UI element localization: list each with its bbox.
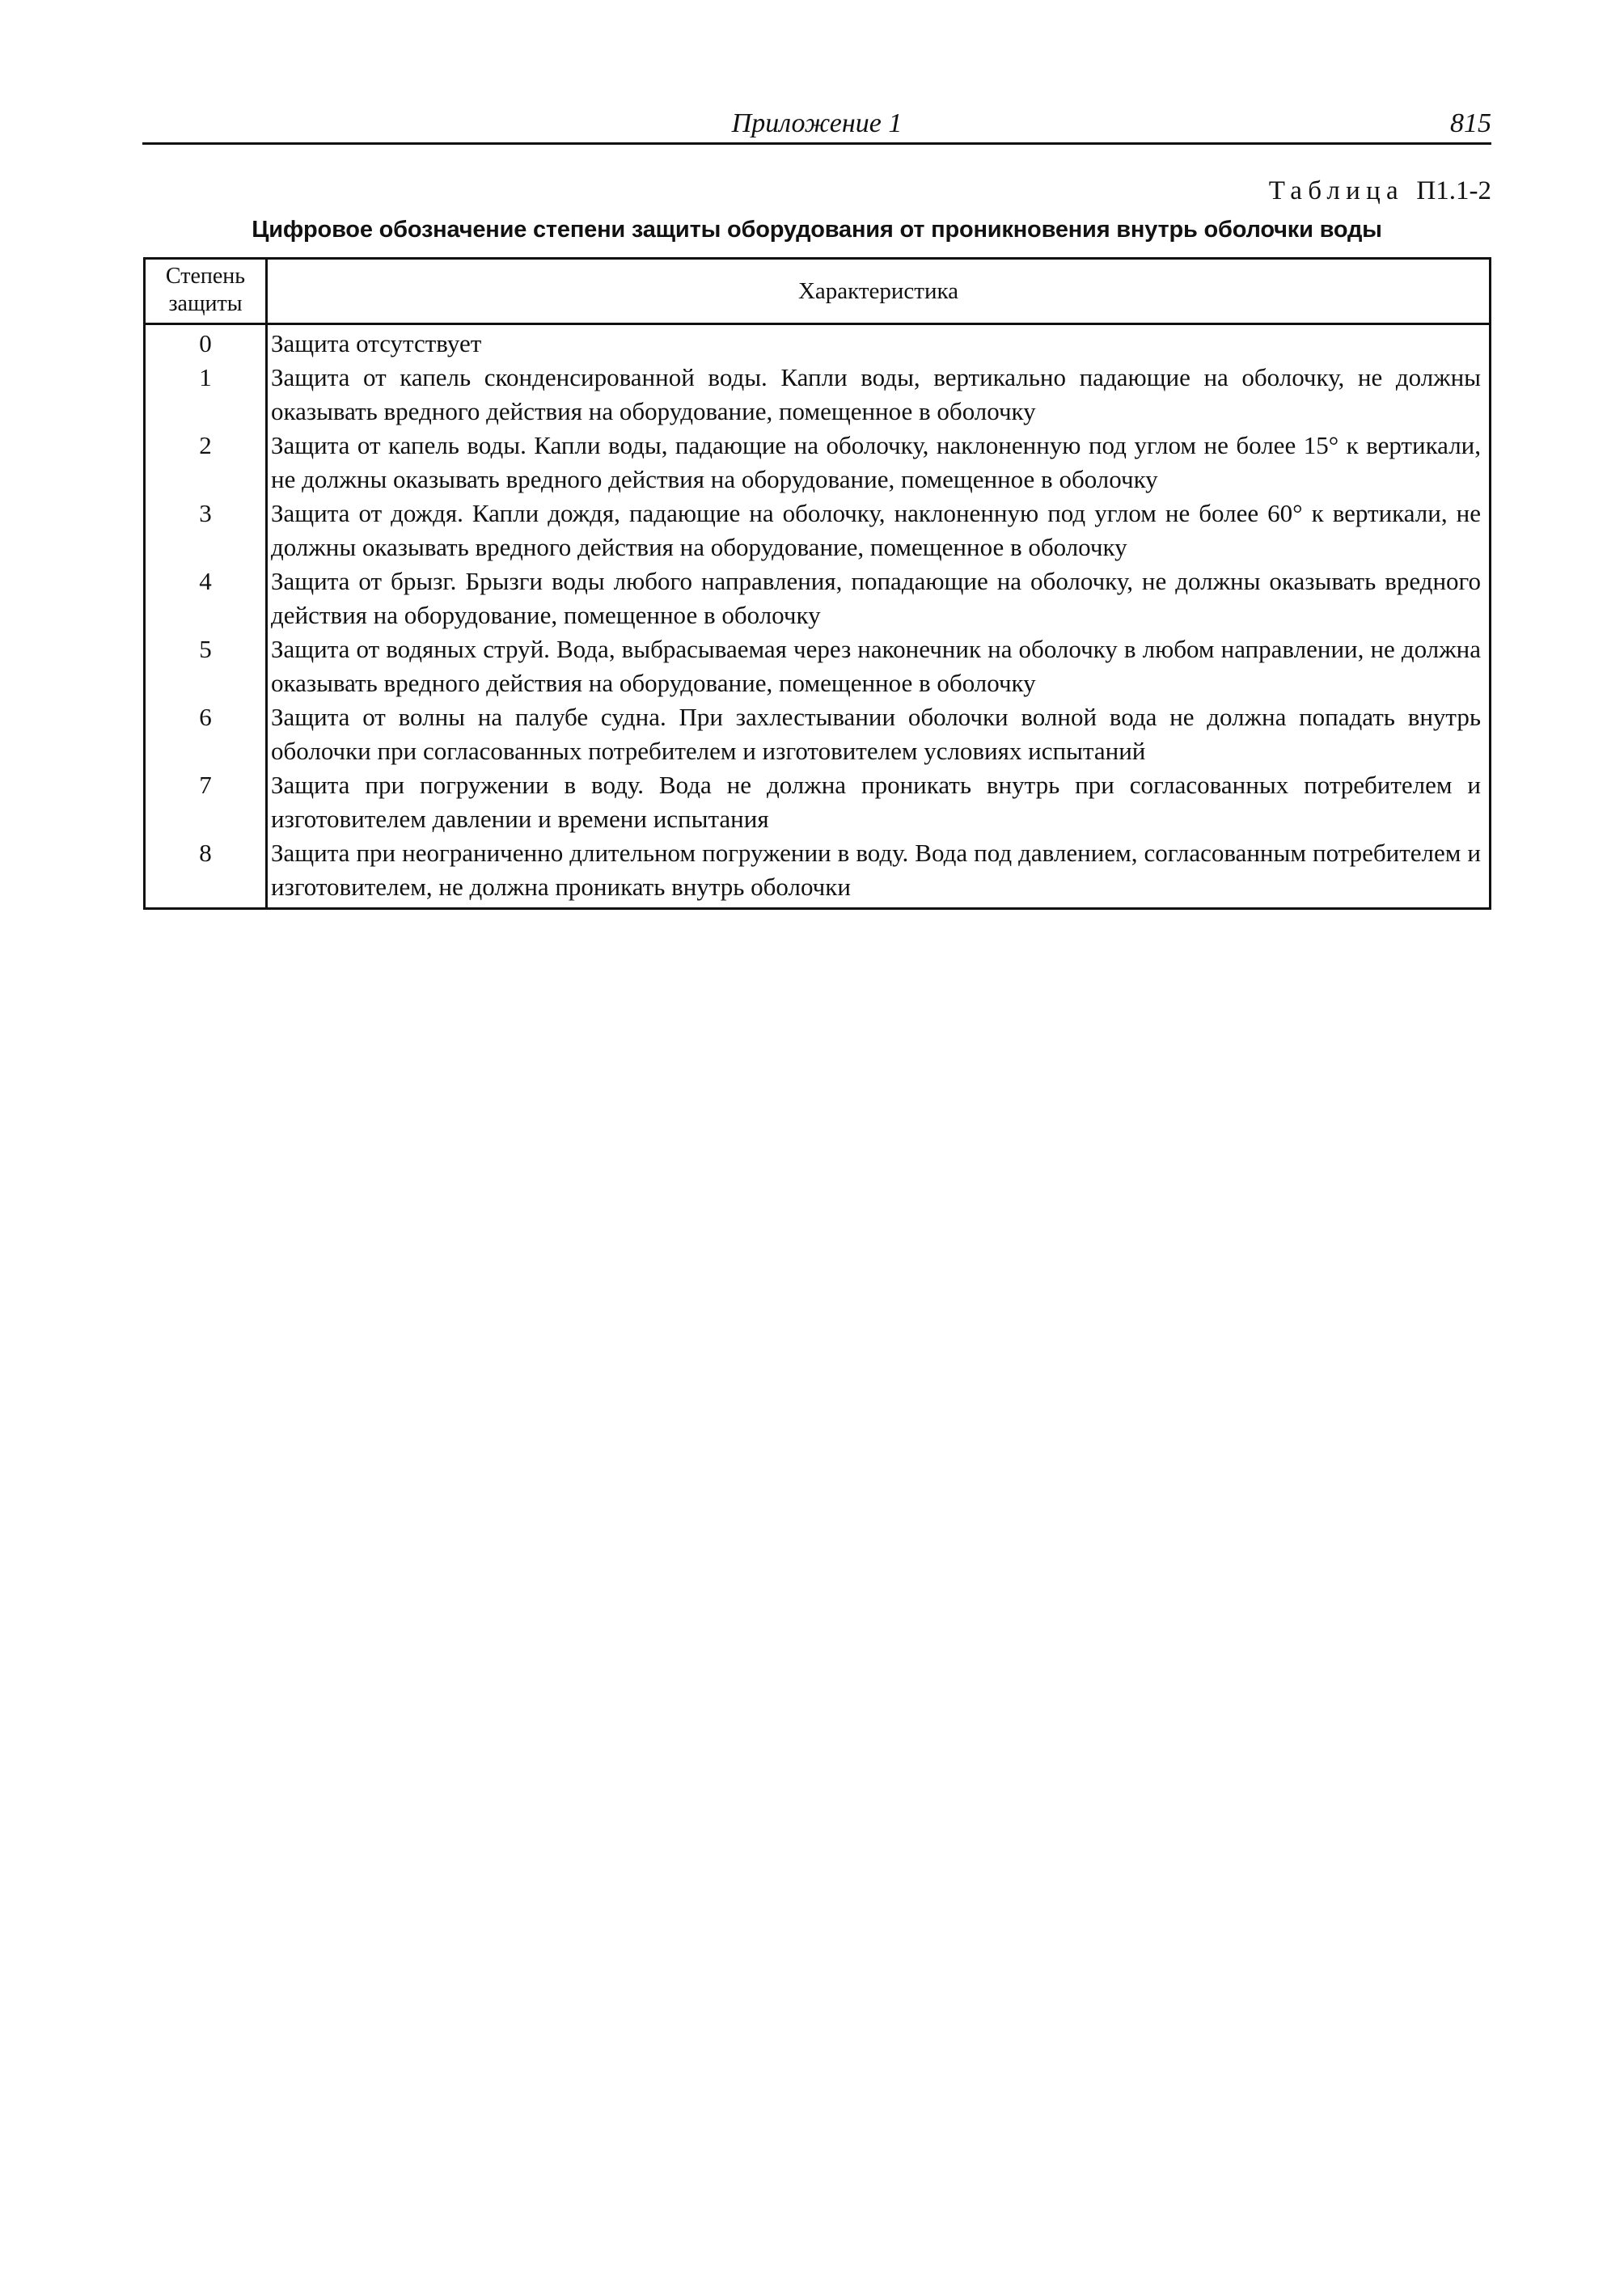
table-row bbox=[145, 700, 1491, 768]
table-label-word: Таблица bbox=[1268, 176, 1404, 205]
cell-degree: 1 bbox=[145, 361, 267, 429]
cell-description: Защита при погружении в воду. Вода не должна проникать внутрь при согласованных потребителем и изготовителем давлении и времени испытания bbox=[267, 768, 1491, 836]
running-header-title: Приложение 1 bbox=[731, 108, 903, 138]
page-number: 815 bbox=[1450, 108, 1491, 138]
cell-degree: 6 bbox=[145, 700, 267, 768]
page-header bbox=[142, 104, 1491, 145]
cell-description: Защита от водяных струй. Вода, выбрасываемая через наконечник на оболочку в любом направлении, не должна оказывать вредного действия на оборудование, помещенное в оболочку bbox=[267, 632, 1491, 700]
cell-description: Защита от дождя. Капли дождя, падающие на оболочку, наклоненную под углом не более 60° к вертикали, не должны оказывать вредного действия на оборудование, помещенное в оболочку bbox=[267, 497, 1491, 564]
cell-degree: 4 bbox=[145, 564, 267, 632]
cell-description: Защита от волны на палубе судна. При захлестывании оболочки волной вода не должна попадать внутрь оболочки при согласованных потребителем и изготовителем условиях испытаний bbox=[267, 700, 1491, 768]
cell-description: Защита при неограниченно длительном погружении в воду. Вода под давлением, согласованным потребителем и изготовителем, не должна проникать внутрь оболочки bbox=[267, 836, 1491, 909]
table-row bbox=[145, 361, 1491, 429]
column-header-degree: Степень защиты bbox=[145, 259, 267, 324]
table-row bbox=[145, 564, 1491, 632]
table-label bbox=[1269, 176, 1491, 206]
cell-description: Защита от капель воды. Капли воды, падающие на оболочку, наклоненную под углом не более 15° к вертикали, не должны оказывать вредного действия на оборудование, помещенное в оболочку bbox=[267, 429, 1491, 497]
cell-degree: 8 bbox=[145, 836, 267, 909]
cell-degree: 0 bbox=[145, 324, 267, 361]
column-header-description: Характеристика bbox=[267, 259, 1491, 324]
cell-degree: 3 bbox=[145, 497, 267, 564]
table-caption: Цифровое обозначение степени защиты оборудования от проникновения внутрь оболочки воды bbox=[252, 217, 1382, 243]
cell-degree: 2 bbox=[145, 429, 267, 497]
table-row bbox=[145, 324, 1491, 361]
table-row bbox=[145, 429, 1491, 497]
table-row bbox=[145, 836, 1491, 909]
table-header-row bbox=[145, 259, 1491, 324]
cell-description: Защита отсутствует bbox=[267, 324, 1491, 361]
table-label-number: П1.1-2 bbox=[1416, 176, 1491, 205]
table-row bbox=[145, 497, 1491, 564]
cell-degree: 5 bbox=[145, 632, 267, 700]
cell-description: Защита от брызг. Брызги воды любого направления, попадающие на оболочку, не должны оказывать вредного действия на оборудование, помещенное в оболочку bbox=[267, 564, 1491, 632]
protection-degree-table bbox=[143, 257, 1491, 910]
table-row bbox=[145, 632, 1491, 700]
cell-degree: 7 bbox=[145, 768, 267, 836]
table-row bbox=[145, 768, 1491, 836]
cell-description: Защита от капель сконденсированной воды. Капли воды, вертикально падающие на оболочку, не должны оказывать вредного действия на оборудование, помещенное в оболочку bbox=[267, 361, 1491, 429]
